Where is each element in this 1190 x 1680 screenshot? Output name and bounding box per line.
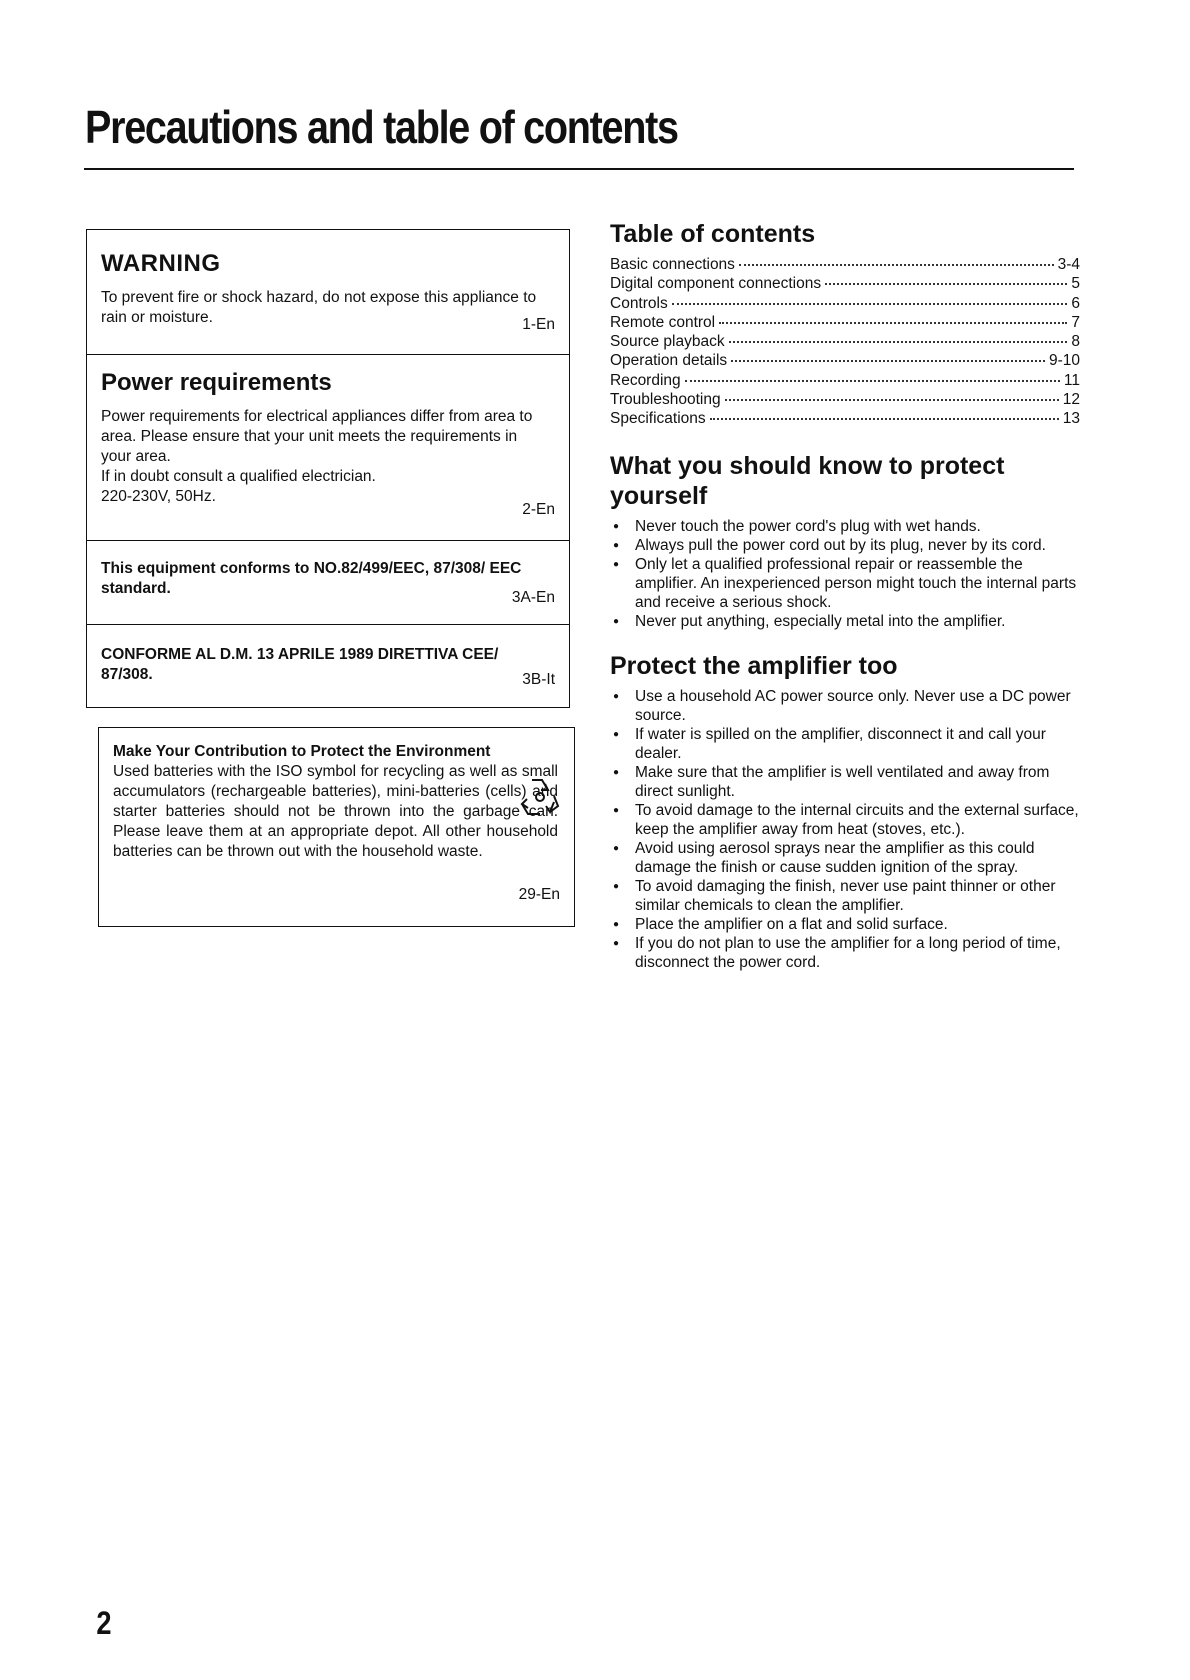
warning-heading: WARNING bbox=[101, 250, 221, 277]
toc-label: Controls bbox=[610, 294, 668, 312]
precautions-box bbox=[86, 229, 570, 708]
protect-amplifier-list bbox=[610, 687, 1080, 972]
toc-item bbox=[610, 351, 1080, 370]
toc-page: 7 bbox=[1071, 313, 1080, 331]
toc-leader bbox=[685, 376, 1060, 382]
recycle-icon bbox=[518, 774, 562, 818]
environment-box bbox=[98, 727, 575, 927]
list-item: ● If water is spilled on the amplifier, disconnect it and call your dealer. bbox=[610, 725, 1080, 763]
conforme-section bbox=[87, 625, 569, 707]
toc-label: Basic connections bbox=[610, 256, 735, 273]
toc-list bbox=[610, 255, 1080, 429]
toc-leader bbox=[710, 414, 1059, 420]
toc-label: Digital component connections bbox=[610, 275, 822, 293]
toc-label: Operation details bbox=[610, 352, 728, 370]
toc-leader bbox=[672, 299, 1068, 305]
toc-leader bbox=[719, 318, 1067, 324]
eec-text: This equipment conforms to NO.82/499/EEC, 87/308/ EEC standard. bbox=[101, 560, 522, 597]
toc-leader bbox=[725, 395, 1059, 401]
protect-yourself-heading: What you should know to protect yourself bbox=[610, 451, 1005, 510]
list-item: ● To avoid damaging the finish, never use paint thinner or other similar chemicals to clean the amplifier. bbox=[610, 877, 1080, 915]
eec-code: 3A-En bbox=[511, 589, 555, 606]
power-code: 2-En bbox=[522, 501, 555, 518]
toc-item bbox=[610, 409, 1080, 428]
toc-leader bbox=[739, 260, 1054, 266]
list-item: ● Only let a qualified professional repair or reassemble the amplifier. An inexperienced person might touch the internal parts and receive a serious shock. bbox=[610, 555, 1080, 612]
toc-page: 11 bbox=[1063, 371, 1080, 389]
list-item: ● To avoid damage to the internal circuits and the external surface, keep the amplifier away from heat (stoves, etc.). bbox=[610, 801, 1080, 839]
toc-label: Troubleshooting bbox=[610, 391, 721, 409]
title-rule bbox=[84, 168, 1074, 170]
toc-label: Recording bbox=[610, 371, 681, 389]
warning-section bbox=[87, 230, 569, 355]
toc-page: 8 bbox=[1071, 333, 1080, 351]
list-item: ● Always pull the power cord out by its plug, never by its cord. bbox=[610, 536, 1080, 555]
toc-leader bbox=[825, 279, 1067, 285]
power-text-3: 220-230V, 50Hz. bbox=[101, 488, 216, 505]
toc-item bbox=[610, 294, 1080, 313]
list-item: ● Never touch the power cord's plug with wet hands. bbox=[610, 517, 1080, 536]
power-heading: Power requirements bbox=[101, 369, 332, 396]
environment-code: 29-En bbox=[518, 886, 560, 903]
page-number: 2 bbox=[96, 1605, 112, 1641]
toc-page: 12 bbox=[1062, 391, 1080, 409]
warning-code: 1-En bbox=[522, 316, 555, 333]
toc-page: 6 bbox=[1071, 294, 1080, 312]
toc-item bbox=[610, 313, 1080, 332]
warning-text: To prevent fire or shock hazard, do not expose this appliance to rain or moisture. bbox=[101, 289, 537, 326]
list-item: ● Use a household AC power source only. Never use a DC power source. bbox=[610, 687, 1080, 725]
toc-page: 13 bbox=[1062, 410, 1080, 428]
power-section bbox=[87, 355, 569, 541]
toc-page: 3-4 bbox=[1057, 256, 1080, 273]
toc-label: Specifications bbox=[610, 410, 706, 428]
eec-section bbox=[87, 541, 569, 625]
list-item: ● Make sure that the amplifier is well ventilated and away from direct sunlight. bbox=[610, 763, 1080, 801]
toc-leader bbox=[729, 337, 1068, 343]
toc-leader bbox=[731, 356, 1045, 362]
page-title: Precautions and table of contents bbox=[85, 101, 678, 153]
power-text: Power requirements for electrical appliances differ from area to area. Please ensure that your unit meets the requirements in your area. bbox=[101, 408, 533, 465]
protect-yourself-list bbox=[610, 517, 1080, 631]
protect-amplifier-heading: Protect the amplifier too bbox=[610, 651, 898, 680]
list-item: ● Avoid using aerosol sprays near the amplifier as this could damage the finish or cause sudden ignition of the spray. bbox=[610, 839, 1080, 877]
environment-heading: Make Your Contribution to Protect the Environment bbox=[113, 743, 491, 760]
toc-label: Source playback bbox=[610, 333, 725, 351]
power-text-2: If in doubt consult a qualified electrician. bbox=[101, 468, 376, 485]
right-column bbox=[610, 220, 1080, 972]
toc-item bbox=[610, 390, 1080, 409]
conforme-code: 3B-It bbox=[522, 671, 555, 688]
toc-page: 5 bbox=[1071, 275, 1080, 293]
toc-item bbox=[610, 255, 1080, 274]
toc-item bbox=[610, 332, 1080, 351]
toc-label: Remote control bbox=[610, 313, 716, 331]
list-item: ● If you do not plan to use the amplifier for a long period of time, disconnect the power cord. bbox=[610, 934, 1080, 972]
toc-heading: Table of contents bbox=[610, 220, 816, 248]
toc-item bbox=[610, 371, 1080, 390]
toc-item bbox=[610, 274, 1080, 293]
environment-text: Used batteries with the ISO symbol for recycling as well as small accumulators (rechargeable batteries), mini-batteries (cells) and starter batteries should not be thrown into the garbage can. Please leave them at an appropriate depot. All other household batteries can be thrown out with the household waste. bbox=[113, 763, 558, 860]
list-item: ● Never put anything, especially metal into the amplifier. bbox=[610, 612, 1080, 631]
list-item: ● Place the amplifier on a flat and solid surface. bbox=[610, 915, 1080, 934]
conforme-text: CONFORME AL D.M. 13 APRILE 1989 DIRETTIVA CEE/ 87/308. bbox=[101, 646, 499, 683]
toc-page: 9-10 bbox=[1048, 352, 1080, 370]
